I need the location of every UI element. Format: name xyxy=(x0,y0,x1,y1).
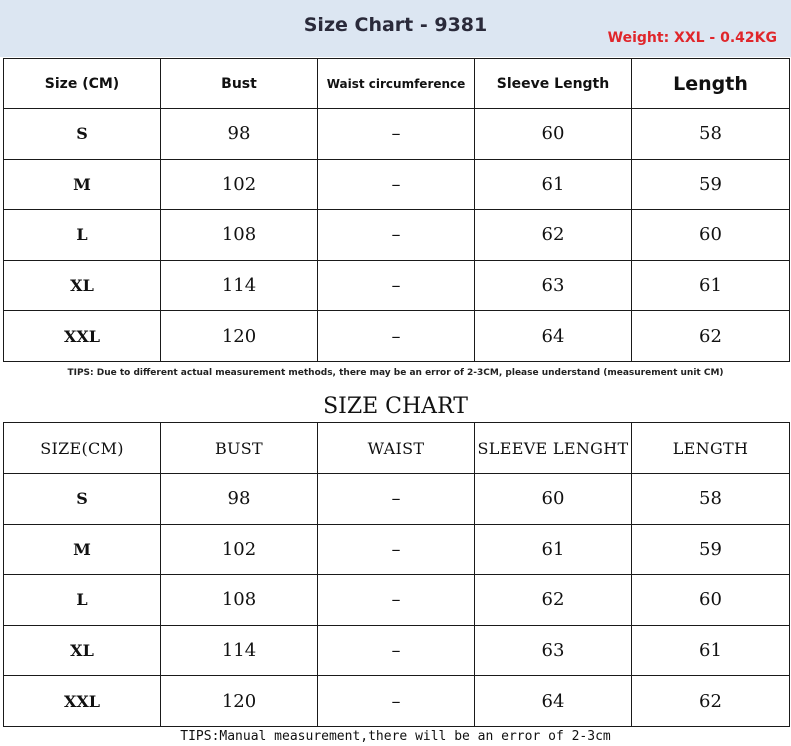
bust-cell: 114 xyxy=(161,260,318,311)
measurement-tips: TIPS: Due to different actual measurement methods, there may be an error of 2-3CM, please understand (measurement unit CM) xyxy=(67,368,724,378)
size-table-primary xyxy=(3,58,790,362)
measurement-tips-secondary: TIPS:Manual measurement,there will be an error of 2-3cm xyxy=(180,729,611,744)
waist-cell: – xyxy=(318,676,475,727)
column-header-bust: Bust xyxy=(161,59,318,109)
column-header-size: Size (CM) xyxy=(4,59,161,109)
size-cell: L xyxy=(4,210,161,261)
table-row xyxy=(4,575,790,626)
waist-cell: – xyxy=(318,625,475,676)
table-row xyxy=(4,474,790,525)
waist-cell: – xyxy=(318,524,475,575)
size-chart-title: SIZE CHART xyxy=(323,394,468,419)
table-row xyxy=(4,159,790,210)
sleeve-length-cell: 61 xyxy=(475,159,632,210)
waist-cell: – xyxy=(318,474,475,525)
waist-cell: – xyxy=(318,159,475,210)
sleeve-length-cell: 63 xyxy=(475,625,632,676)
column-header-sleeve-length: SLEEVE LENGHT xyxy=(475,423,632,474)
size-cell: S xyxy=(4,109,161,160)
column-header-sleeve-length: Sleeve Length xyxy=(475,59,632,109)
size-cell: XXL xyxy=(4,311,161,362)
waist-cell: – xyxy=(318,575,475,626)
length-cell: 60 xyxy=(632,210,790,261)
table-row xyxy=(4,625,790,676)
waist-cell: – xyxy=(318,260,475,311)
page-title: Size Chart - 9381 xyxy=(303,14,488,36)
waist-cell: – xyxy=(318,311,475,362)
bust-cell: 102 xyxy=(161,524,318,575)
length-cell: 58 xyxy=(632,109,790,160)
table-row xyxy=(4,524,790,575)
table-row xyxy=(4,210,790,261)
sleeve-length-cell: 63 xyxy=(475,260,632,311)
bust-cell: 120 xyxy=(161,676,318,727)
waist-cell: – xyxy=(318,210,475,261)
column-header-waist: WAIST xyxy=(318,423,475,474)
length-cell: 59 xyxy=(632,524,790,575)
table-row xyxy=(4,109,790,160)
bust-cell: 98 xyxy=(161,474,318,525)
length-cell: 61 xyxy=(632,625,790,676)
weight-note: Weight: XXL - 0.42KG xyxy=(607,30,777,46)
column-header-size: SIZE(CM) xyxy=(4,423,161,474)
sleeve-length-cell: 62 xyxy=(475,210,632,261)
table-row xyxy=(4,676,790,727)
table-row xyxy=(4,260,790,311)
table-row xyxy=(4,311,790,362)
sleeve-length-cell: 60 xyxy=(475,474,632,525)
length-cell: 60 xyxy=(632,575,790,626)
length-cell: 59 xyxy=(632,159,790,210)
length-cell: 62 xyxy=(632,676,790,727)
bust-cell: 102 xyxy=(161,159,318,210)
size-cell: M xyxy=(4,159,161,210)
table-header-row xyxy=(4,59,790,109)
waist-cell: – xyxy=(318,109,475,160)
table-header-row xyxy=(4,423,790,474)
sleeve-length-cell: 64 xyxy=(475,676,632,727)
sleeve-length-cell: 61 xyxy=(475,524,632,575)
bust-cell: 108 xyxy=(161,575,318,626)
column-header-length: Length xyxy=(632,59,790,109)
size-cell: XXL xyxy=(4,676,161,727)
sleeve-length-cell: 60 xyxy=(475,109,632,160)
size-table-secondary xyxy=(3,422,790,727)
size-cell: S xyxy=(4,474,161,525)
bust-cell: 114 xyxy=(161,625,318,676)
bust-cell: 98 xyxy=(161,109,318,160)
bust-cell: 108 xyxy=(161,210,318,261)
length-cell: 58 xyxy=(632,474,790,525)
column-header-waist: Waist circumference xyxy=(318,59,475,109)
column-header-bust: BUST xyxy=(161,423,318,474)
size-cell: XL xyxy=(4,260,161,311)
size-cell: L xyxy=(4,575,161,626)
size-cell: XL xyxy=(4,625,161,676)
size-cell: M xyxy=(4,524,161,575)
column-header-length: LENGTH xyxy=(632,423,790,474)
length-cell: 62 xyxy=(632,311,790,362)
length-cell: 61 xyxy=(632,260,790,311)
sleeve-length-cell: 62 xyxy=(475,575,632,626)
bust-cell: 120 xyxy=(161,311,318,362)
sleeve-length-cell: 64 xyxy=(475,311,632,362)
